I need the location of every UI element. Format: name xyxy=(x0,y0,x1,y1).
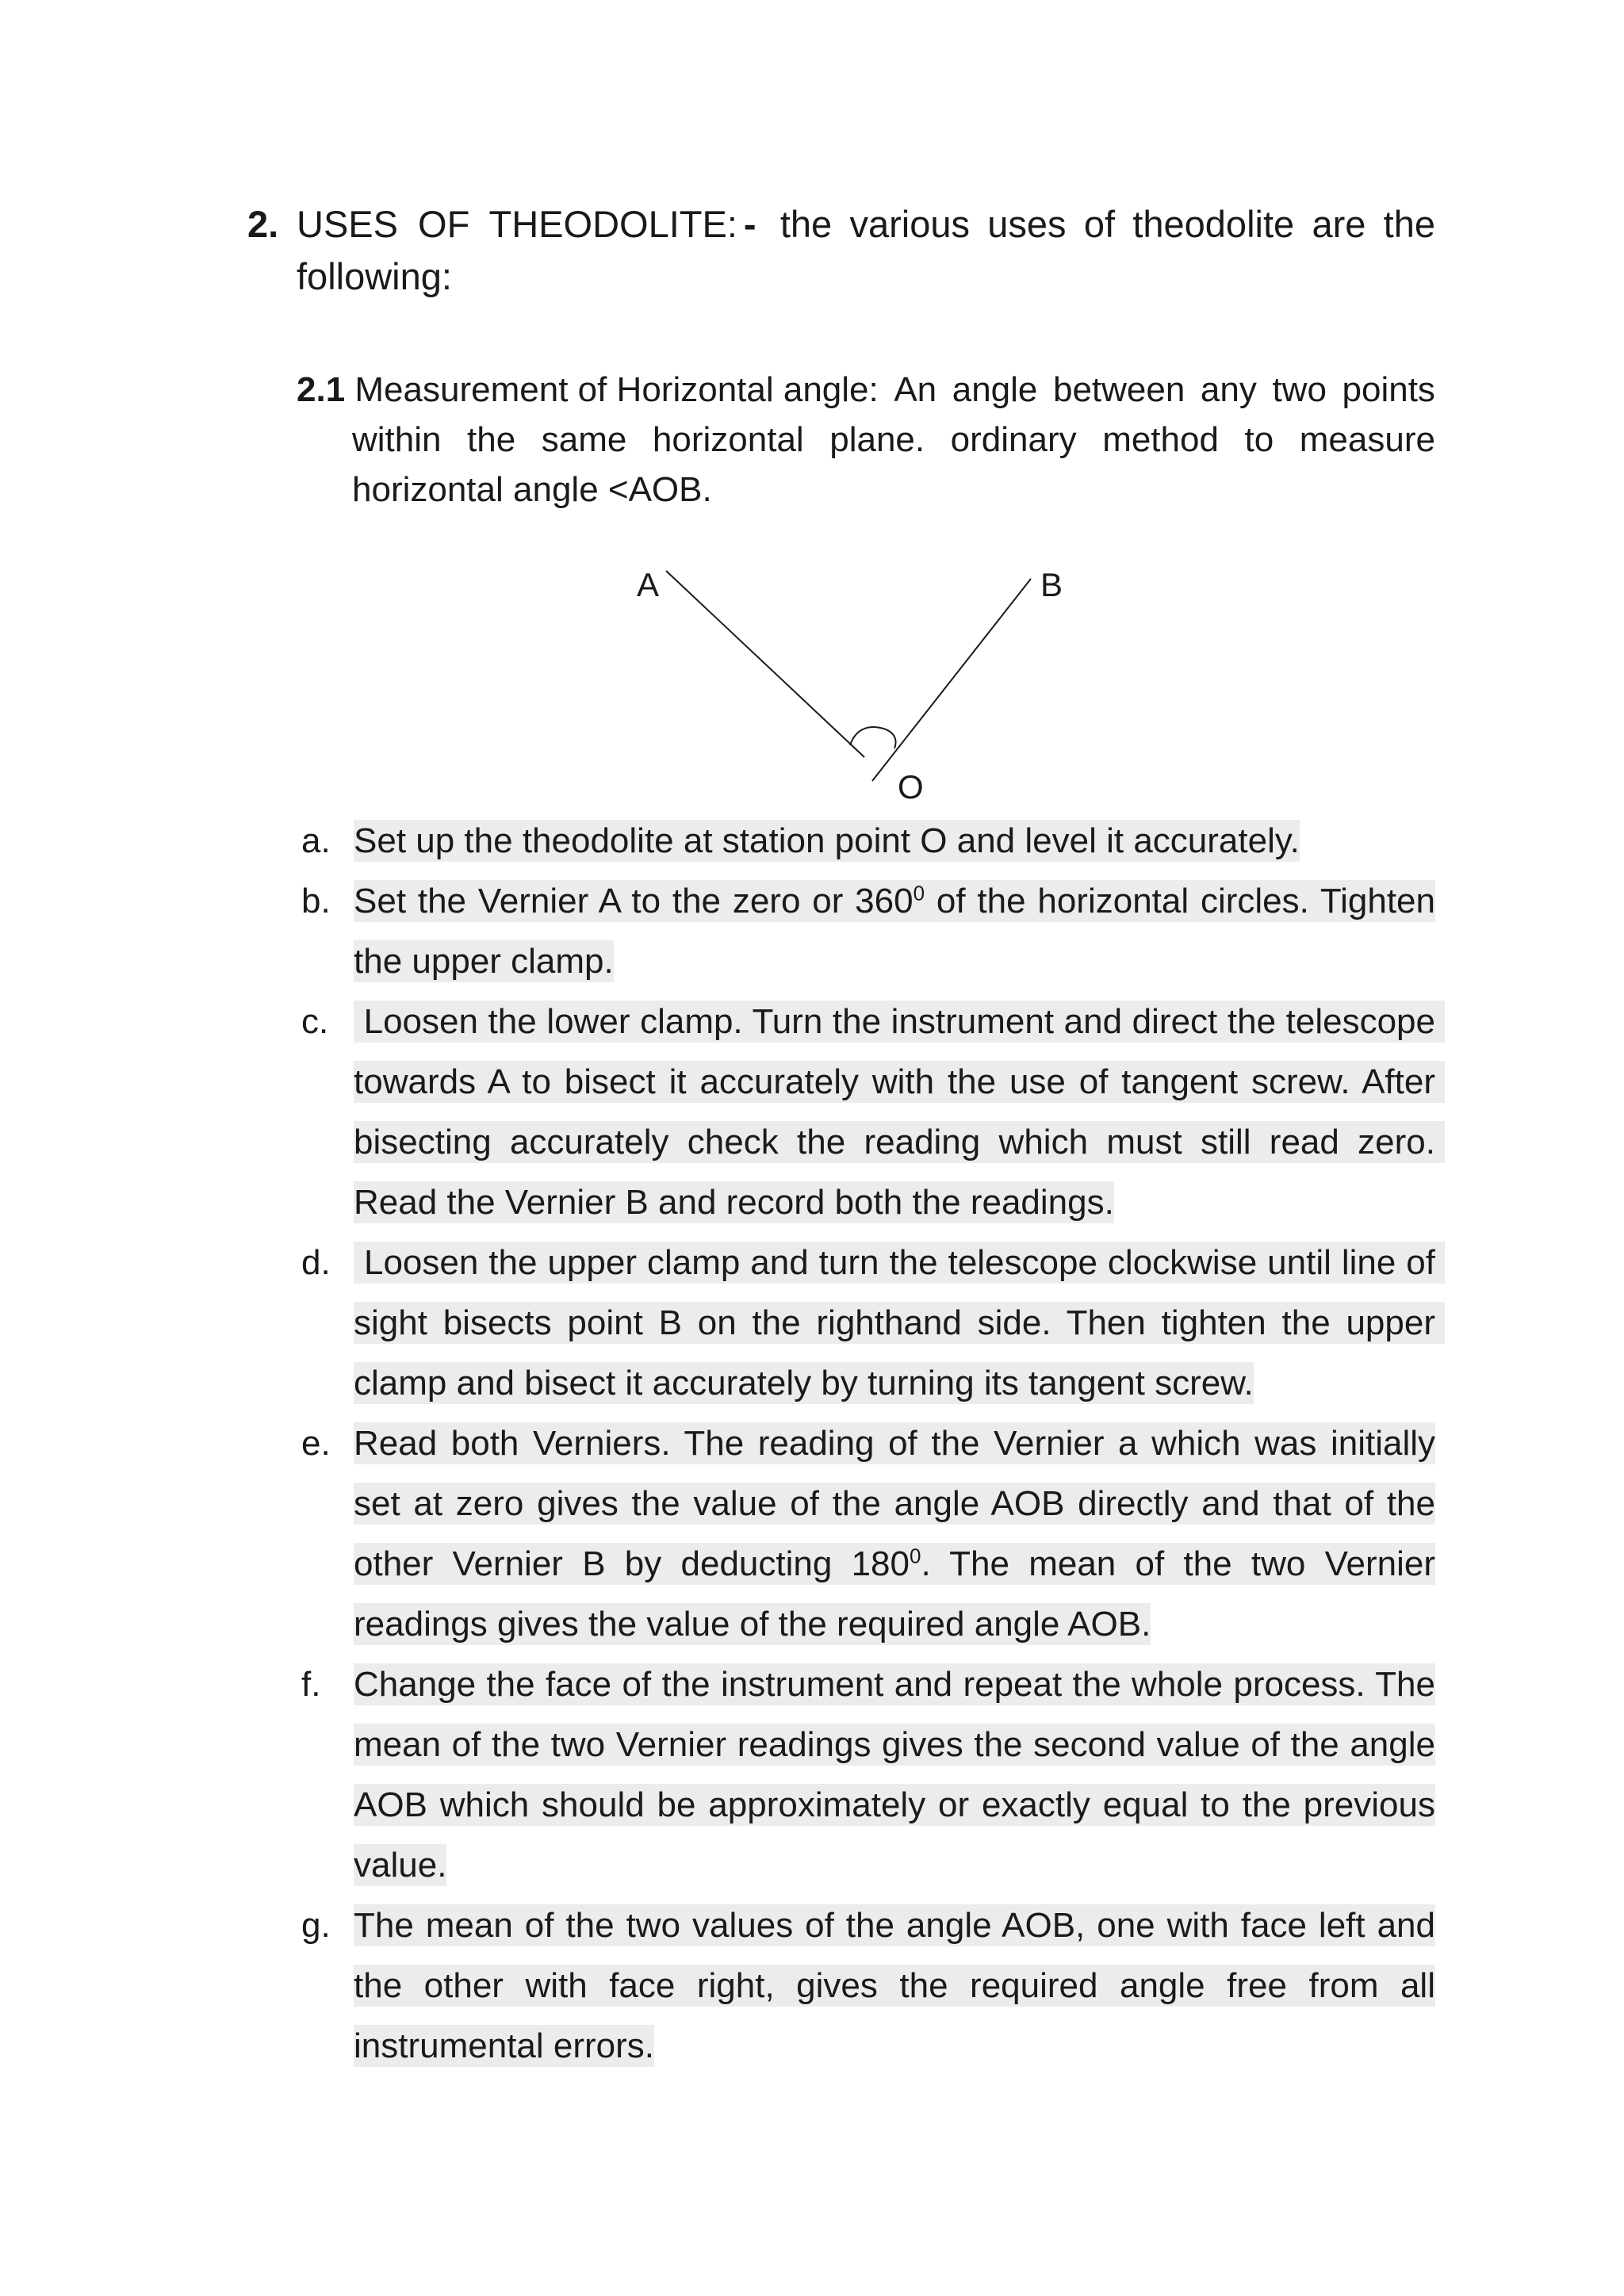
step-text-part: of the horizontal circles. Tighten the upper clamp. xyxy=(354,882,1435,981)
step-text: The mean of the two values of the angle AOB, one with face left and the other with face right, gives the required angle free from all instrumental errors. xyxy=(354,1906,1435,2065)
heading-intro-word: various xyxy=(849,203,970,245)
heading-title: USES OF THEODOLITE: xyxy=(297,203,737,245)
step-text-part: Set the Vernier A to the zero or 360 xyxy=(354,882,914,920)
list-marker: d. xyxy=(301,1243,331,1282)
section-heading xyxy=(247,198,1435,303)
subsection-2-1 xyxy=(297,365,1435,515)
list-item xyxy=(301,1896,1435,2076)
list-marker: c. xyxy=(301,1002,329,1041)
heading-intro-word: uses xyxy=(987,203,1067,245)
step-body xyxy=(354,811,1435,871)
step-text xyxy=(354,1422,1435,1645)
list-item xyxy=(301,1655,1435,1896)
subsection-term: Measurement of Horizontal angle: xyxy=(354,370,879,409)
step-body xyxy=(354,1655,1435,1896)
list-marker: e. xyxy=(301,1424,331,1463)
superscript: 0 xyxy=(910,1544,921,1568)
subsection-line-2 xyxy=(297,415,1435,465)
step-text xyxy=(354,880,1435,982)
subsection-word: within xyxy=(352,420,442,459)
ray-oa xyxy=(666,571,864,757)
step-body xyxy=(354,1896,1435,2076)
step-body xyxy=(354,871,1435,992)
subsection-word: ordinary xyxy=(950,420,1077,459)
subsection-word: to xyxy=(1244,420,1274,459)
step-text: Loosen the lower clamp. Turn the instrument and direct the telescope towards A to bisect it accurately with the use of tangent screw. After bisecting accurately check the reading which must still read zero. Read the Vernier B and record both the readings. xyxy=(354,1002,1446,1222)
heading-number: 2. xyxy=(247,203,279,245)
label-a: A xyxy=(637,566,660,603)
label-b: B xyxy=(1040,566,1063,603)
procedure-list xyxy=(301,811,1446,2076)
angle-arc xyxy=(850,727,895,748)
subsection-word: An xyxy=(894,370,937,409)
step-text: Loosen the upper clamp and turn the telescope clockwise until line of sight bisects point B on the righthand side. Then tighten the upper clamp and bisect it accurately by turning its tangent screw. xyxy=(354,1243,1446,1402)
list-item xyxy=(301,871,1435,992)
step-text: Set up the theodolite at station point O and level it accurately. xyxy=(354,821,1300,860)
heading-intro-word: of xyxy=(1083,203,1116,245)
subsection-word: between xyxy=(1052,370,1185,409)
subsection-word: same xyxy=(541,420,627,459)
subsection-word: points xyxy=(1342,370,1435,409)
label-o: O xyxy=(898,768,924,806)
list-marker: f. xyxy=(301,1665,321,1704)
list-marker: b. xyxy=(301,882,331,920)
subsection-word: angle xyxy=(952,370,1038,409)
subsection-word: horizontal xyxy=(652,420,804,459)
step-body xyxy=(354,992,1446,1233)
subsection-word: plane. xyxy=(829,420,925,459)
heading-intro-word: are xyxy=(1312,203,1366,245)
list-item xyxy=(301,1233,1446,1414)
heading-intro-word: the xyxy=(779,203,833,245)
heading-line-2: following: xyxy=(297,255,452,297)
step-body xyxy=(354,1233,1446,1414)
list-marker: g. xyxy=(301,1906,331,1945)
heading-dash: - xyxy=(743,203,756,245)
ray-ob xyxy=(872,579,1031,781)
superscript: 0 xyxy=(913,881,925,905)
subsection-word: any xyxy=(1200,370,1257,409)
list-marker: a. xyxy=(301,821,331,860)
subsection-word: measure xyxy=(1299,420,1435,459)
list-item xyxy=(301,992,1446,1233)
heading-lead xyxy=(247,198,763,251)
heading-line-1 xyxy=(247,198,1435,251)
step-text-part: Read both Verniers. The reading of the Vernier a which was initially set at zero gives the value of the angle AOB directly and that of the other Vernier B by deducting 180 xyxy=(354,1424,1435,1583)
angle-aob-diagram xyxy=(555,555,1110,817)
step-text: Change the face of the instrument and repeat the whole process. The mean of the two Vernier readings gives the second value of the angle AOB which should be approximately or exactly equal to the previous value. xyxy=(354,1665,1435,1885)
step-text-part: . The mean of the two Vernier readings gives the value of the required angle AOB. xyxy=(354,1544,1436,1644)
subsection-line-1 xyxy=(297,365,1435,415)
subsection-word: two xyxy=(1272,370,1327,409)
heading-intro-word: the xyxy=(1383,203,1435,245)
subsection-word: method xyxy=(1102,420,1219,459)
list-item xyxy=(301,1414,1435,1655)
list-item xyxy=(301,811,1435,871)
step-body xyxy=(354,1414,1435,1655)
subsection-word: the xyxy=(467,420,516,459)
subsection-number: 2.1 xyxy=(297,370,346,409)
subsection-lead xyxy=(297,365,879,415)
heading-intro-word: theodolite xyxy=(1132,203,1295,245)
subsection-line-3: horizontal angle <AOB. xyxy=(352,470,712,509)
